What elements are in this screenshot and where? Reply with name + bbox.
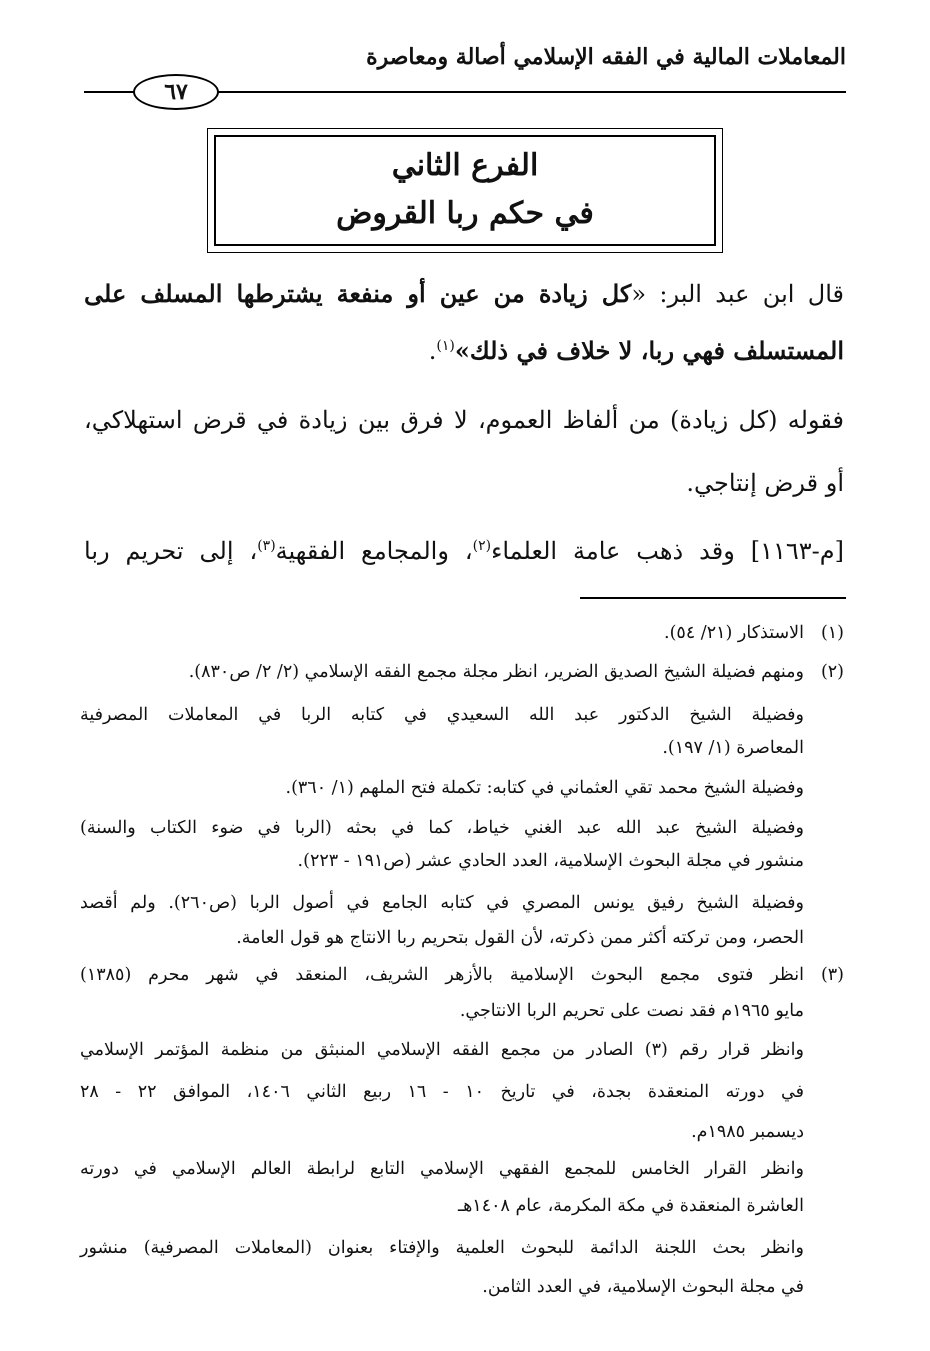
footnote-3-line-7: العاشرة المنعقدة في مكة المكرمة، عام ١٤٠٨هـ (457, 1196, 804, 1216)
footnote-2-line-4: وفضيلة الشيخ محمد تقي العثماني في كتابه: تكملة فتح الملهم (١/ ٣٦٠). (285, 778, 804, 798)
footnote-rule (580, 597, 846, 599)
page-number: ٦٧ (133, 74, 219, 110)
footnote-1 (80, 621, 844, 645)
footnote-3-line-3: وانظر قرار رقم (٣) الصادر من مجمع الفقه الإسلامي المنبثق من منظمة المؤتمر الإسلامي (80, 1040, 804, 1060)
p3-c: ، إلى تحريم ربا (84, 537, 258, 565)
footnote-3-line-4: في دورته المنعقدة بجدة، في تاريخ ١٠ - ١٦ ربيع الثاني ١٤٠٦، الموافق ٢٢ - ٢٨ (80, 1082, 804, 1102)
body-p2-line-2: أو قرض إنتاجي. (686, 469, 844, 497)
footnote-3-line-5: ديسمبر ١٩٨٥م. (691, 1122, 804, 1142)
footnote-1-text: الاستذكار (٢١/ ٥٤). (664, 623, 804, 643)
footnote-3-number: (٣) (820, 965, 844, 985)
p3-a: [م-١١٦٣] وقد ذهب عامة العلماء (491, 537, 845, 565)
section-heading-line-1: الفرع الثاني (391, 148, 539, 183)
quote-text: كل زيادة من عين أو منفعة يشترطها المسلف على (84, 279, 632, 308)
quote-lead: قال ابن عبد البر: « (631, 280, 845, 308)
sentence-end: . (428, 337, 437, 365)
footnote-2-number: (٢) (820, 662, 844, 682)
p3-b: ، والمجامع الفقهية (275, 537, 473, 565)
body-p1-line-1 (84, 279, 844, 308)
footnote-2-line-2: وفضيلة الشيخ الدكتور عبد الله السعيدي في كتابه الربا في المعاملات المصرفية (80, 705, 804, 725)
footnote-3-line-1: انظر فتوى مجمع البحوث الإسلامية بالأزهر الشريف، المنعقد في شهر محرم (١٣٨٥) (80, 965, 804, 985)
footnote-2-line-6: منشور في مجلة البحوث الإسلامية، العدد الحادي عشر (ص١٩١ - ٢٢٣). (297, 851, 804, 871)
footnote-ref-1: (١) (436, 338, 455, 354)
footnote-2-line-5: وفضيلة الشيخ عبد الله عبد الغني خياط، كما في بحثه (الربا في ضوء الكتاب والسنة) (80, 818, 804, 838)
body-p1-line-2 (84, 336, 844, 365)
heading-frame (207, 128, 723, 253)
footnote-1-number: (١) (820, 623, 844, 643)
quote-text-cont: المستسلف فهي ربا، لا خلاف في ذلك» (454, 336, 844, 365)
footnote-3-line-9: في مجلة البحوث الإسلامية، في العدد الثامن. (482, 1277, 804, 1297)
body-p2-line-1: فقوله (كل زيادة) من ألفاظ العموم، لا فرق بين زيادة في قرض استهلاكي، (84, 406, 844, 434)
footnote-3-line-6: وانظر القرار الخامس للمجمع الفقهي الإسلامي التابع لرابطة العالم الإسلامي في دورته (80, 1159, 804, 1179)
body-p3-line-1 (84, 537, 844, 565)
running-title: المعاملات المالية في الفقه الإسلامي أصالة ومعاصرة (366, 44, 846, 70)
footnote-2-line-1: ومنهم فضيلة الشيخ الصديق الضرير، انظر مجلة مجمع الفقه الإسلامي (٢/ ٢/ ص٨٣٠). (188, 662, 804, 682)
section-heading-line-2: في حكم ربا القروض (336, 196, 594, 231)
footnote-3-line-2: مايو ١٩٦٥م فقد نصت على تحريم الربا الانتاجي. (459, 1001, 804, 1021)
footnote-ref-2: (٢) (472, 538, 492, 554)
footnote-3-line-8: وانظر بحث اللجنة الدائمة للبحوث العلمية والإفتاء بعنوان (المعاملات المصرفية) منشور (80, 1238, 804, 1258)
footnote-3 (80, 963, 844, 987)
footnote-2-line-7: وفضيلة الشيخ رفيق يونس المصري في كتابه الجامع في أصول الربا (ص٢٦٠). ولم أقصد (80, 893, 804, 913)
footnote-2 (80, 660, 844, 684)
footnote-2-line-3: المعاصرة (١/ ١٩٧). (662, 738, 804, 758)
footnote-ref-3: (٣) (257, 538, 276, 554)
footnote-2-line-8: الحصر، ومن تركته أكثر ممن ذكرته، لأن القول بتحريم ربا الانتاج هو قول العامة. (236, 928, 804, 948)
